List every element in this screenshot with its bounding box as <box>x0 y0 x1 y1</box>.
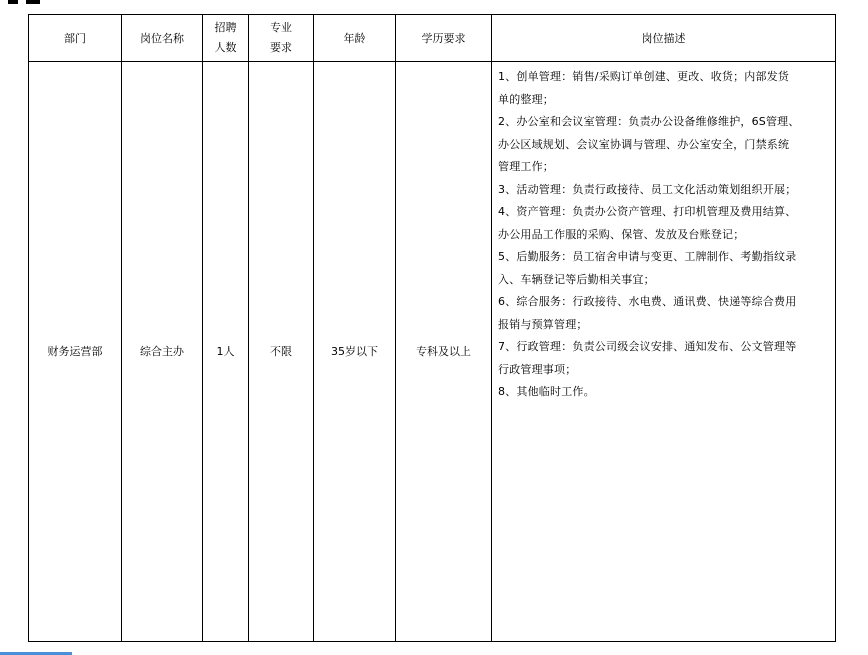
header-headcount-line2: 人数 <box>214 41 237 54</box>
cell-dept: 财务运营部 <box>29 62 122 642</box>
description-line: 单的整理； <box>498 92 554 106</box>
table-header-row <box>29 15 836 62</box>
job-posting-table <box>28 14 836 642</box>
description-line: 2、办公室和会议室管理：负责办公设备维修维护，6S管理、 <box>498 115 800 128</box>
header-major-line2: 要求 <box>270 41 292 54</box>
description-line: 3、活动管理：负责行政接待、员工文化活动策划组织开展； <box>498 182 797 196</box>
header-education: 学历要求 <box>396 15 492 62</box>
cell-age: 35岁以下 <box>314 62 396 642</box>
header-dept: 部门 <box>29 15 122 62</box>
header-headcount-line1: 招聘 <box>214 21 237 34</box>
cropped-text-fragment <box>8 0 18 4</box>
cell-education: 专科及以上 <box>396 62 492 642</box>
cell-description <box>492 62 836 642</box>
header-major-line1: 专业 <box>270 21 292 34</box>
top-edge-fragment <box>0 0 50 6</box>
header-position: 岗位名称 <box>122 15 203 62</box>
description-line: 5、后勤服务：员工宿舍申请与变更、工牌制作、考勤指纹录 <box>498 250 797 263</box>
description-line: 报销与预算管理； <box>498 317 588 331</box>
cell-major: 不限 <box>249 62 314 642</box>
description-line: 7、行政管理：负责公司级会议安排、通知发布、公文管理等 <box>498 340 797 353</box>
header-headcount <box>203 15 249 62</box>
description-line: 1、创单管理：销售/采购订单创建、更改、收货；内部发货 <box>498 70 790 83</box>
description-line: 办公用品工作服的采购、保管、发放及台账登记； <box>498 227 745 241</box>
header-age: 年龄 <box>314 15 396 62</box>
description-line: 4、资产管理：负责办公资产管理、打印机管理及费用结算、 <box>498 205 797 218</box>
header-major <box>249 15 314 62</box>
header-description: 岗位描述 <box>492 15 836 62</box>
description-line: 入、车辆登记等后勤相关事宜； <box>498 272 655 286</box>
cell-position: 综合主办 <box>122 62 203 642</box>
cell-headcount: 1人 <box>203 62 249 642</box>
cropped-text-fragment <box>26 0 40 4</box>
description-line: 管理工作； <box>498 160 554 173</box>
description-line: 8、其他临时工作。 <box>498 385 595 398</box>
description-line: 办公区域规划、会议室协调与管理、办公室安全，门禁系统 <box>498 137 790 151</box>
description-line: 行政管理事项； <box>498 362 577 376</box>
description-line: 6、综合服务：行政接待、水电费、通讯费、快递等综合费用 <box>498 295 797 308</box>
table-row <box>29 62 836 642</box>
